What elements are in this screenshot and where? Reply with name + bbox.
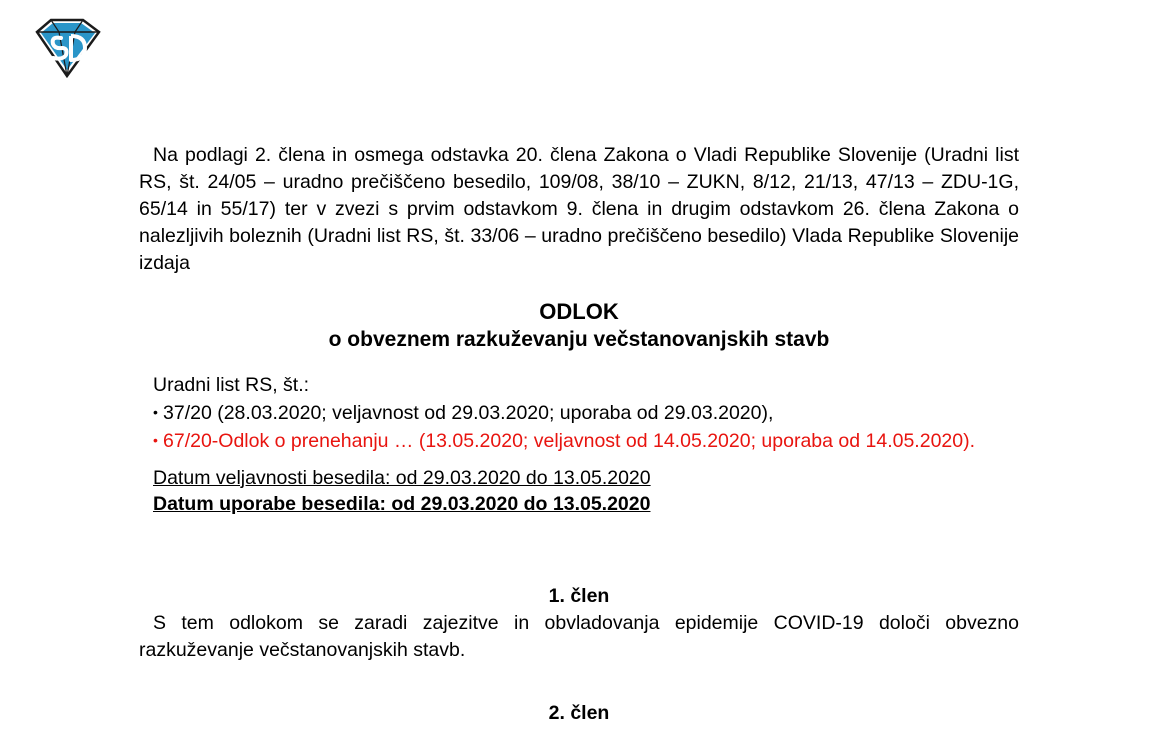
preamble-text: Na podlagi 2. člena in osmega odstavka 20. člena Zakona o Vladi Republike Slovenije (Uradni list RS, št. 24/05 – uradno prečiščeno besedilo, 109/08, 38/10 – ZUKN, 8/12, 21/13, 47/13 – ZDU-1G, 65/14 in 55/17) ter v zvezi s prvim odstavkom 9. člena in drugim odstavkom 26. člena Zakona o nalezljivih boleznih (Uradni list RS, št. 33/06 – uradno prečiščeno besedilo) Vlada Republike Slovenije izdaja (139, 144, 1019, 274)
bullet-icon: • (153, 432, 158, 448)
preamble-paragraph (139, 142, 1019, 277)
reference-item (139, 399, 1019, 427)
bullet-icon: • (153, 404, 158, 420)
reference-item-amendment (139, 427, 1019, 455)
application-date: Datum uporabe besedila: od 29.03.2020 do 13.05.2020 (153, 493, 651, 515)
article-1-title: 1. člen (548, 585, 610, 607)
article-2-title: 2. člen (548, 702, 610, 724)
article-1-body: S tem odlokom se zaradi zajezitve in obvladovanja epidemije COVID-19 določi obvezno razkuževanje večstanovanjskih stavb. (139, 612, 1019, 661)
logo-icon (31, 18, 103, 78)
document-subtitle: o obveznem razkuževanju večstanovanjskih stavb (328, 328, 830, 351)
gazette-references (139, 372, 1019, 455)
article-1-text (139, 610, 1019, 664)
reference-text: 37/20 (28.03.2020; veljavnost od 29.03.2020; uporaba od 29.03.2020), (163, 402, 774, 424)
validity-date: Datum veljavnosti besedila: od 29.03.2020 do 13.05.2020 (153, 467, 651, 489)
references-label: Uradni list RS, št.: (153, 374, 310, 396)
document-title: ODLOK (539, 299, 619, 324)
document-body (139, 142, 1019, 727)
validity-dates (139, 465, 1019, 517)
reference-text-amendment[interactable]: 67/20-Odlok o prenehanju … (13.05.2020; veljavnost od 14.05.2020; uporaba od 14.05.2020). (163, 430, 976, 452)
